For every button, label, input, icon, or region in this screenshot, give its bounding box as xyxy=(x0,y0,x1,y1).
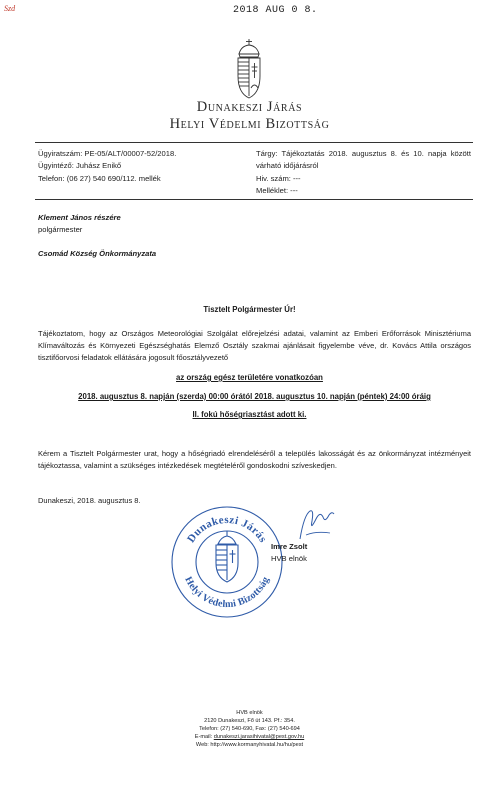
seal-text-top: Dunakeszi Járás xyxy=(185,513,269,545)
handwritten-corner-mark: Szd xyxy=(4,4,16,13)
case-details xyxy=(38,148,248,185)
organization-name-line2: Helyi Védelmi Bizottság xyxy=(169,116,330,132)
official-seal-icon xyxy=(168,503,286,621)
footer-web[interactable]: Web: http://www.kormanyhivatal.hu/hu/pest xyxy=(195,742,304,749)
seal-text-bottom: Helyi Védelmi Bizottság xyxy=(182,575,272,611)
addressee-title: polgármester xyxy=(38,225,83,234)
svg-text:Dunakeszi Járás xyxy=(185,514,269,545)
received-date-stamp: 2018 AUG 0 8. xyxy=(233,5,318,16)
scope-line: az ország egész területére vonatkozóan xyxy=(176,373,323,382)
body-paragraph-1: Tájékoztatom, hogy az Országos Meteorológiai Szolgálat előrejelzési adatai, valamint az Emberi Erőforrások Minisztériuma Klímaváltozás és Környezeti Egészséghatás Elemző Osztály szakmai ajánlásait figyelembe véve, dr. Kovács Attila országos tisztifőorvosi feladatok ellátására jogosult főosztályvezető xyxy=(38,329,471,362)
place-and-date: Dunakeszi, 2018. augusztus 8. xyxy=(38,496,141,505)
hungarian-coat-of-arms-icon xyxy=(232,38,266,100)
attachment-line: Melléklet: --- xyxy=(256,185,298,195)
body-paragraph-2: Kérem a Tisztelt Polgármester urat, hogy a hőségriadó elrendeléséről a település lakosságát és az önkormányzat intézményeit tájékoztassa, valamint a szükséges intézkedések megtételéről gondoskodni szíveskedjen. xyxy=(38,449,471,470)
signer-name: Imre Zsolt xyxy=(271,542,308,551)
footer-contact xyxy=(0,709,499,749)
footer-email-link[interactable]: dunakeszi.jarasihivatal@pest.gov.hu xyxy=(213,734,305,741)
footer-address: 2120 Dunakeszi, Fő út 143. Pf.: 354. xyxy=(204,718,295,725)
case-administrator: Ügyintéző: Juhász Enikő xyxy=(38,161,122,171)
header-divider-top xyxy=(35,142,473,143)
addressee-block xyxy=(38,212,121,236)
header-divider-bottom xyxy=(35,199,473,200)
case-phone: Telefon: (06 27) 540 690/112. mellék xyxy=(38,173,161,183)
footer-phone-fax: Telefon: (27) 540-690, Fax: (27) 540-694 xyxy=(199,726,300,733)
handwritten-signature xyxy=(296,505,336,545)
footer-email-label: E-mail: xyxy=(194,734,214,741)
subject-line: Tárgy: Tájékoztatás 2018. augusztus 8. és 10. napja között várható időjárásról xyxy=(256,149,471,171)
organization-name-line1: Dunakeszi Járás xyxy=(196,99,303,115)
alert-period-line: 2018. augusztus 8. napján (szerda) 00:00 órától 2018. augusztus 10. napján (péntek) 24:00 óráig xyxy=(78,392,431,401)
signer-role: HVB elnök xyxy=(271,554,307,563)
footer-email-line xyxy=(0,733,499,741)
salutation: Tisztelt Polgármester Úr! xyxy=(203,305,296,314)
alert-level-line: II. fokú hőségriasztást adott ki. xyxy=(192,410,307,419)
footer-role: HVB elnök xyxy=(236,710,263,716)
subject-details xyxy=(256,148,471,197)
reference-number: Hiv. szám: --- xyxy=(256,173,301,183)
case-number: Ügyiratszám: PE-05/ALT/00007-52/2018. xyxy=(38,149,177,158)
addressee-name: Klement János részére xyxy=(38,213,121,222)
signer-block xyxy=(271,541,307,565)
addressee-municipality: Csomád Község Önkormányzata xyxy=(38,249,157,258)
